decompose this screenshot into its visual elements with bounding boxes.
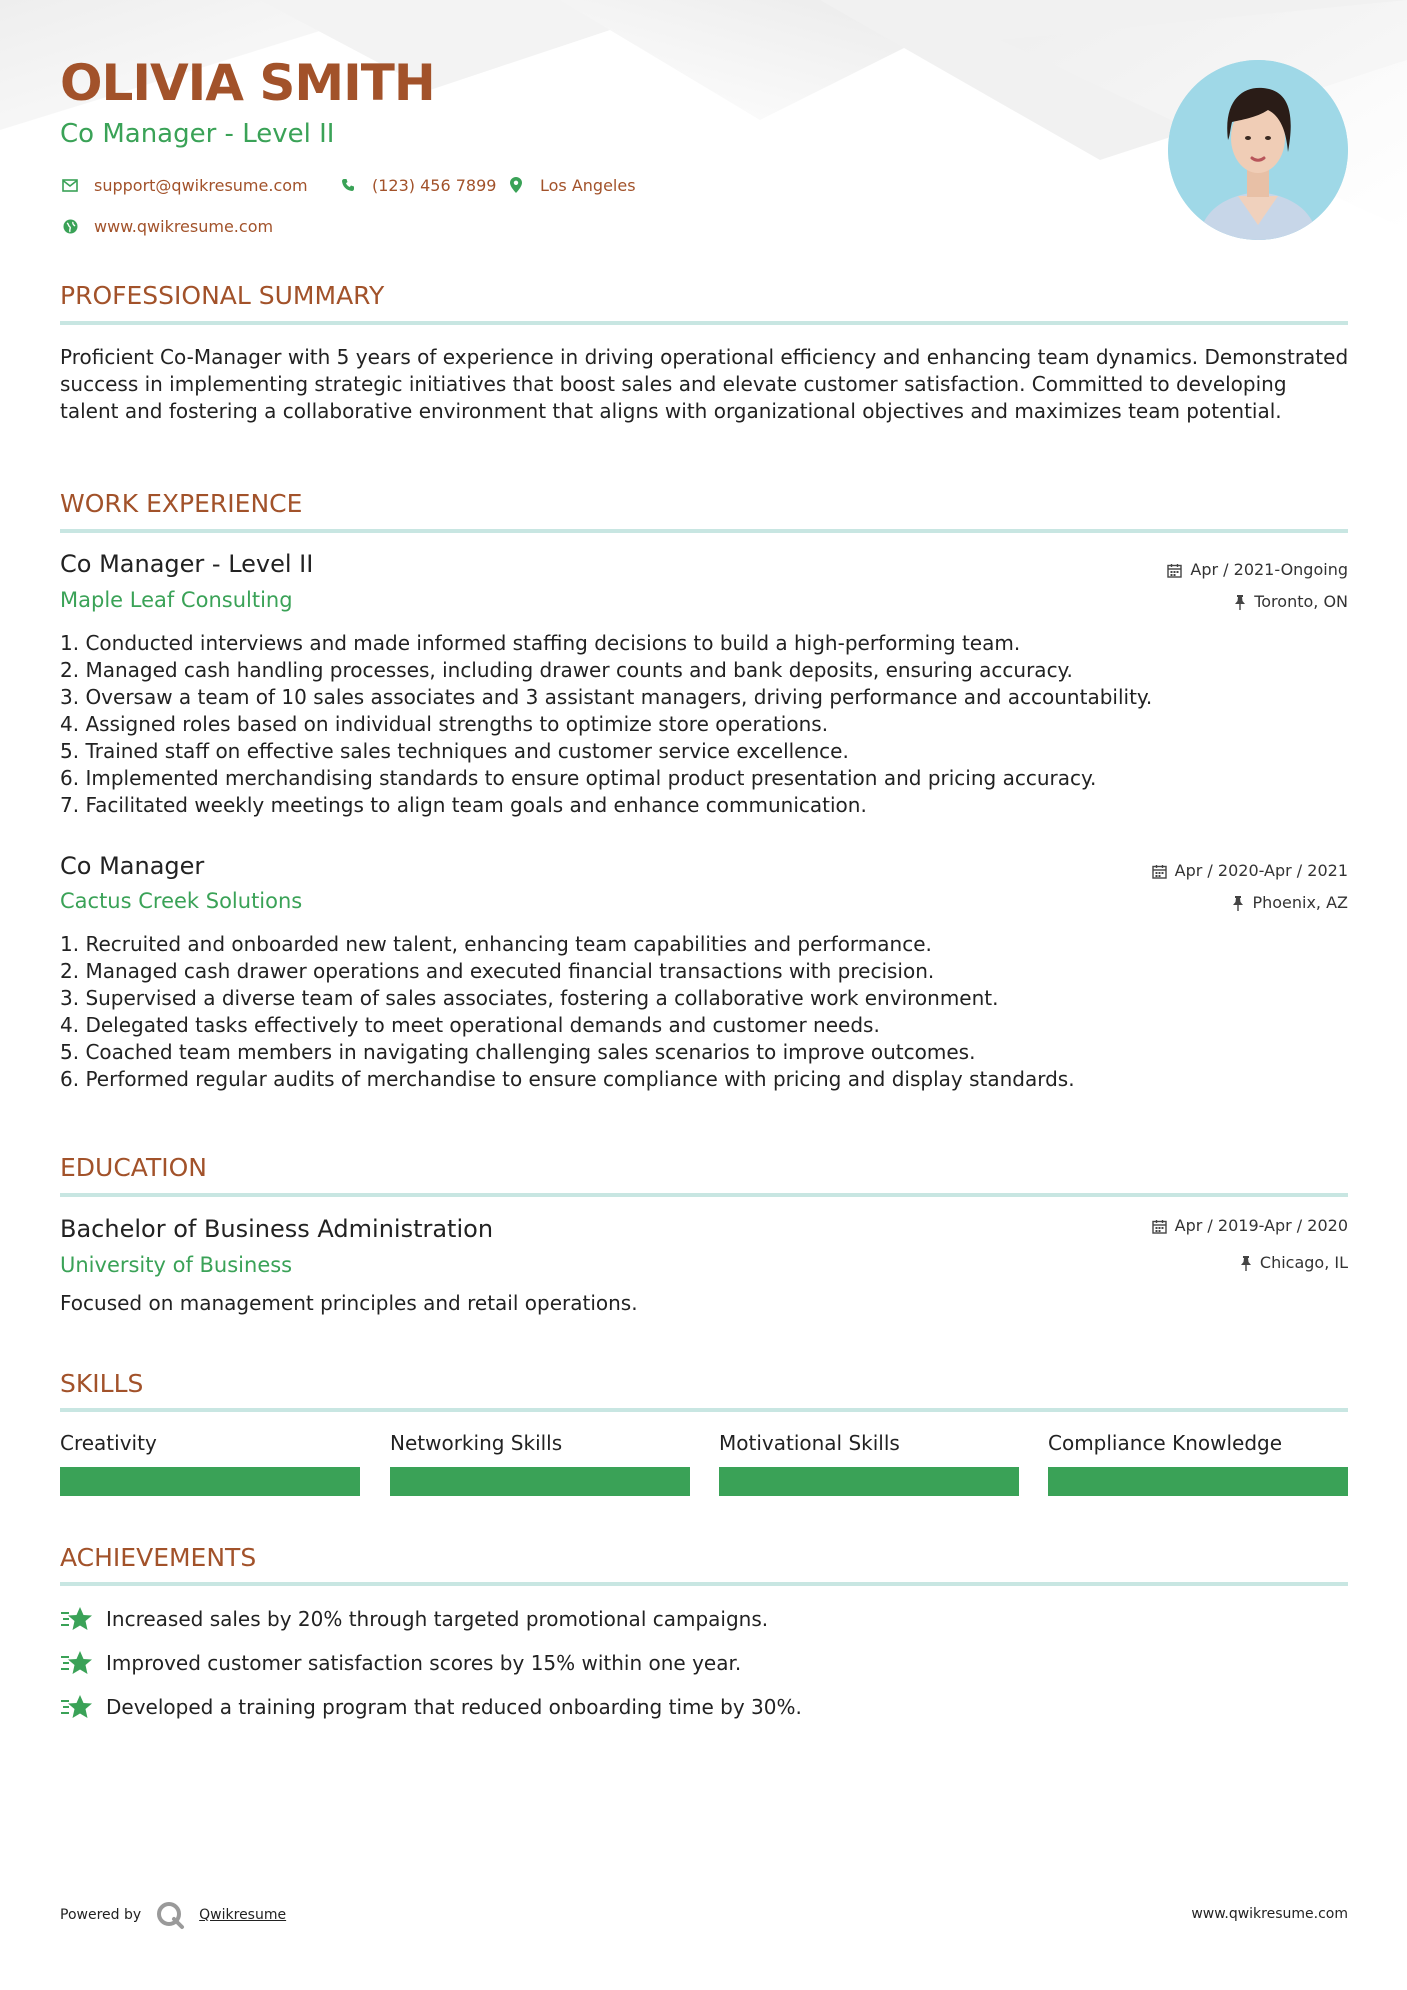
pushpin-icon: [1240, 1256, 1252, 1271]
calendar-icon: [1167, 563, 1182, 578]
skill-item: [390, 1433, 690, 1496]
company-name: Cactus Creek Solutions: [60, 889, 303, 913]
candidate-title: Co Manager - Level II: [60, 119, 335, 149]
job-dates: [1152, 863, 1348, 879]
skill-bar: [1048, 1467, 1348, 1496]
job-duties-list: [60, 630, 1340, 819]
contact-email[interactable]: [60, 175, 308, 195]
job-title: Co Manager - Level II: [60, 550, 314, 578]
contact-phone[interactable]: [338, 175, 496, 195]
education-dates-text: Apr / 2019-Apr / 2020: [1174, 1216, 1348, 1235]
location-text: Los Angeles: [540, 175, 636, 195]
footer-powered-by: [60, 1900, 286, 1930]
summary-divider: [60, 321, 1348, 325]
skill-item: [719, 1433, 1019, 1496]
skill-name: Motivational Skills: [719, 1431, 900, 1455]
list-item: 4. Delegated tasks effectively to meet operational demands and customer needs.: [60, 1013, 880, 1037]
website-text: www.qwikresume.com: [94, 216, 274, 236]
achievement-item: [60, 1649, 741, 1677]
star-icon: [60, 1649, 94, 1677]
school-name: University of Business: [60, 1253, 293, 1277]
job-duties-list: [60, 931, 1340, 1093]
calendar-icon: [1152, 864, 1167, 879]
experience-heading: WORK EXPERIENCE: [60, 489, 303, 518]
education-divider: [60, 1193, 1348, 1197]
experience-divider: [60, 529, 1348, 533]
map-pin-icon: [506, 175, 526, 195]
phone-icon: [338, 175, 358, 195]
job-dates-text: Apr / 2021-Ongoing: [1190, 560, 1348, 579]
education-description: Focused on management principles and retail operations.: [60, 1291, 638, 1315]
summary-heading: PROFESSIONAL SUMMARY: [60, 281, 385, 310]
skill-bar: [60, 1467, 360, 1496]
qwikresume-logo-icon: [155, 1900, 185, 1930]
list-item: 6. Performed regular audits of merchandise to ensure compliance with pricing and display standards.: [60, 1067, 1075, 1091]
star-icon: [60, 1605, 94, 1633]
achievement-text: Developed a training program that reduced onboarding time by 30%.: [106, 1695, 802, 1719]
education-heading: EDUCATION: [60, 1153, 207, 1182]
globe-icon: [60, 216, 80, 236]
skill-bar: [390, 1467, 690, 1496]
skill-name: Creativity: [60, 1431, 157, 1455]
achievement-text: Improved customer satisfaction scores by 15% within one year.: [106, 1651, 742, 1675]
company-name: Maple Leaf Consulting: [60, 588, 293, 612]
phone-text: (123) 456 7899: [372, 175, 497, 195]
achievement-item: [60, 1605, 768, 1633]
list-item: 4. Assigned roles based on individual strengths to optimize store operations.: [60, 712, 829, 736]
list-item: 2. Managed cash drawer operations and executed financial transactions with precision.: [60, 959, 935, 983]
skill-name: Compliance Knowledge: [1048, 1431, 1283, 1455]
job-location: [1232, 895, 1348, 911]
list-item: 2. Managed cash handling processes, including drawer counts and bank deposits, ensuring accuracy.: [60, 658, 1073, 682]
job-location: [1234, 594, 1348, 610]
skills-divider: [60, 1408, 1348, 1412]
calendar-icon: [1152, 1219, 1167, 1234]
skill-bar: [719, 1467, 1019, 1496]
pushpin-icon: [1232, 896, 1244, 911]
list-item: 5. Coached team members in navigating challenging sales scenarios to improve outcomes.: [60, 1040, 976, 1064]
skill-bar-fill: [60, 1467, 360, 1496]
pushpin-icon: [1234, 595, 1246, 610]
list-item: 1. Conducted interviews and made informed staffing decisions to build a high-performing team.: [60, 631, 1021, 655]
job-location-text: Phoenix, AZ: [1252, 893, 1348, 912]
achievement-text: Increased sales by 20% through targeted promotional campaigns.: [106, 1607, 769, 1631]
skill-bar-fill: [1048, 1467, 1348, 1496]
skill-bar-fill: [719, 1467, 1019, 1496]
list-item: 7. Facilitated weekly meetings to align team goals and enhance communication.: [60, 793, 867, 817]
list-item: 6. Implemented merchandising standards to ensure optimal product presentation and pricing accuracy.: [60, 766, 1097, 790]
summary-text: Proficient Co-Manager with 5 years of experience in driving operational efficiency and enhancing team dynamics. Demonstrated success in implementing strategic initiatives that boost sales and elevate customer satisfaction. Committed to developing talent and fostering a collaborative environment that aligns with organizational objectives and maximizes team potential.: [60, 345, 1349, 423]
powered-by-label: Powered by: [60, 1907, 142, 1923]
skill-item: [60, 1433, 360, 1496]
list-item: 3. Oversaw a team of 10 sales associates and 3 assistant managers, driving performance and accountability.: [60, 685, 1153, 709]
skill-bar-fill: [390, 1467, 690, 1496]
achievements-heading: ACHIEVEMENTS: [60, 1543, 257, 1572]
skill-name: Networking Skills: [390, 1431, 563, 1455]
candidate-name: OLIVIA SMITH: [60, 54, 435, 112]
star-icon: [60, 1693, 94, 1721]
footer-website[interactable]: www.qwikresume.com: [1191, 1906, 1348, 1922]
job-location-text: Toronto, ON: [1254, 592, 1348, 611]
job-dates-text: Apr / 2020-Apr / 2021: [1174, 861, 1348, 880]
list-item: 5. Trained staff on effective sales techniques and customer service excellence.: [60, 739, 849, 763]
education-location-text: Chicago, IL: [1259, 1253, 1348, 1272]
education-location: [1240, 1255, 1348, 1271]
list-item: 3. Supervised a diverse team of sales associates, fostering a collaborative work environment.: [60, 986, 999, 1010]
degree-title: Bachelor of Business Administration: [60, 1215, 494, 1243]
qwikresume-link[interactable]: Qwikresume: [199, 1907, 287, 1923]
job-title: Co Manager: [60, 852, 205, 880]
contact-location: [506, 175, 636, 195]
job-dates: [1167, 562, 1348, 578]
achievements-divider: [60, 1582, 1348, 1586]
profile-photo: [1168, 60, 1348, 240]
skills-heading: SKILLS: [60, 1369, 144, 1398]
envelope-icon: [60, 175, 80, 195]
email-text: support@qwikresume.com: [94, 175, 308, 195]
education-dates: [1152, 1218, 1348, 1234]
achievement-item: [60, 1693, 802, 1721]
list-item: 1. Recruited and onboarded new talent, enhancing team capabilities and performance.: [60, 932, 932, 956]
contact-website[interactable]: [60, 216, 273, 236]
skill-item: [1048, 1433, 1348, 1496]
